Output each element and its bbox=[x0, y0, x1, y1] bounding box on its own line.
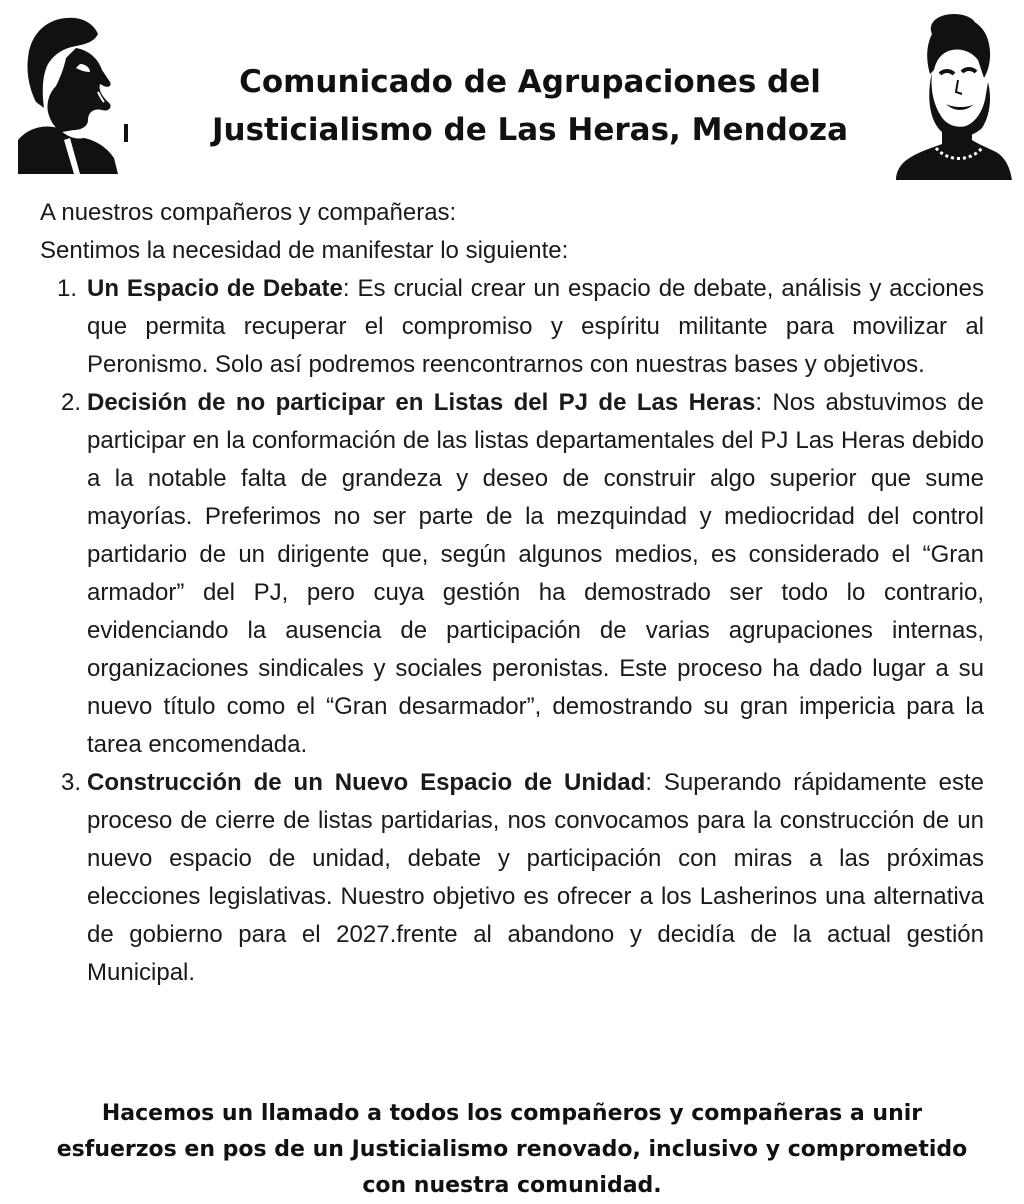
list-item bbox=[40, 764, 984, 992]
greeting: A nuestros compañeros y compañeras: bbox=[40, 199, 457, 226]
woman-portrait bbox=[892, 12, 1014, 180]
item-number: 3. bbox=[60, 769, 81, 796]
closing-line-3: con nuestra comunidad. bbox=[362, 1173, 662, 1198]
closing-line-1: Hacemos un llamado a todos los compañeros y compañeras a unir bbox=[101, 1101, 923, 1126]
man-portrait bbox=[14, 12, 134, 174]
item-number: 1. bbox=[56, 275, 77, 302]
list-item bbox=[40, 384, 984, 764]
closing-line-2: esfuerzos en pos de un Justicialismo renovado, inclusivo y comprometido bbox=[56, 1137, 968, 1162]
list-item bbox=[40, 270, 984, 384]
lead-text: Sentimos la necesidad de manifestar lo siguiente: bbox=[40, 237, 569, 264]
title-line-1: Comunicado de Agrupaciones del bbox=[239, 64, 821, 100]
item-number: 2. bbox=[60, 389, 81, 416]
item-heading: Un Espacio de Debate bbox=[87, 275, 343, 302]
document-body bbox=[40, 194, 984, 992]
document-title bbox=[160, 58, 900, 154]
item-heading: Decisión de no participar en Listas del PJ de Las Heras bbox=[87, 389, 756, 416]
item-heading: Construcción de un Nuevo Espacio de Unidad bbox=[87, 769, 646, 796]
item-body: : Nos abstuvimos de participar en la conformación de las listas departamentales del PJ Las Heras debido a la notable falta de grandeza y deseo de construir algo superior que sume mayorías. Preferimos no ser parte de la mezquindad y mediocridad del control partidario de un dirigente que, según algunos medios, es considerado el “Gran armador” del PJ, pero cuya gestión ha demostrado ser todo lo contrario, evidenciando la ausencia de participación de varias agrupaciones internas, organizaciones sindicales y sociales peronistas. Este proceso ha dado lugar a su nuevo título como el “Gran desarmador”, demostrando su gran impericia para la tarea encomendada. bbox=[87, 389, 985, 758]
closing-call bbox=[20, 1096, 1004, 1204]
item-body: : Superando rápidamente este proceso de cierre de listas partidarias, nos convocamos para la construcción de un nuevo espacio de unidad, debate y participación con miras a las próximas elecciones legislativas. Nuestro objetivo es ofrecer a los Lasherinos una alternativa de gobierno para el 2027.frente al abandono y decidía de la actual gestión Municipal. bbox=[87, 769, 985, 986]
title-line-2: Justicialismo de Las Heras, Mendoza bbox=[211, 112, 849, 148]
points-list bbox=[40, 270, 984, 992]
item-body: : Es crucial crear un espacio de debate, análisis y acciones que permita recuperar el compromiso y espíritu militante para movilizar al Peronismo. Solo así podremos reencontrarnos con nuestras bases y objetivos. bbox=[87, 275, 984, 378]
